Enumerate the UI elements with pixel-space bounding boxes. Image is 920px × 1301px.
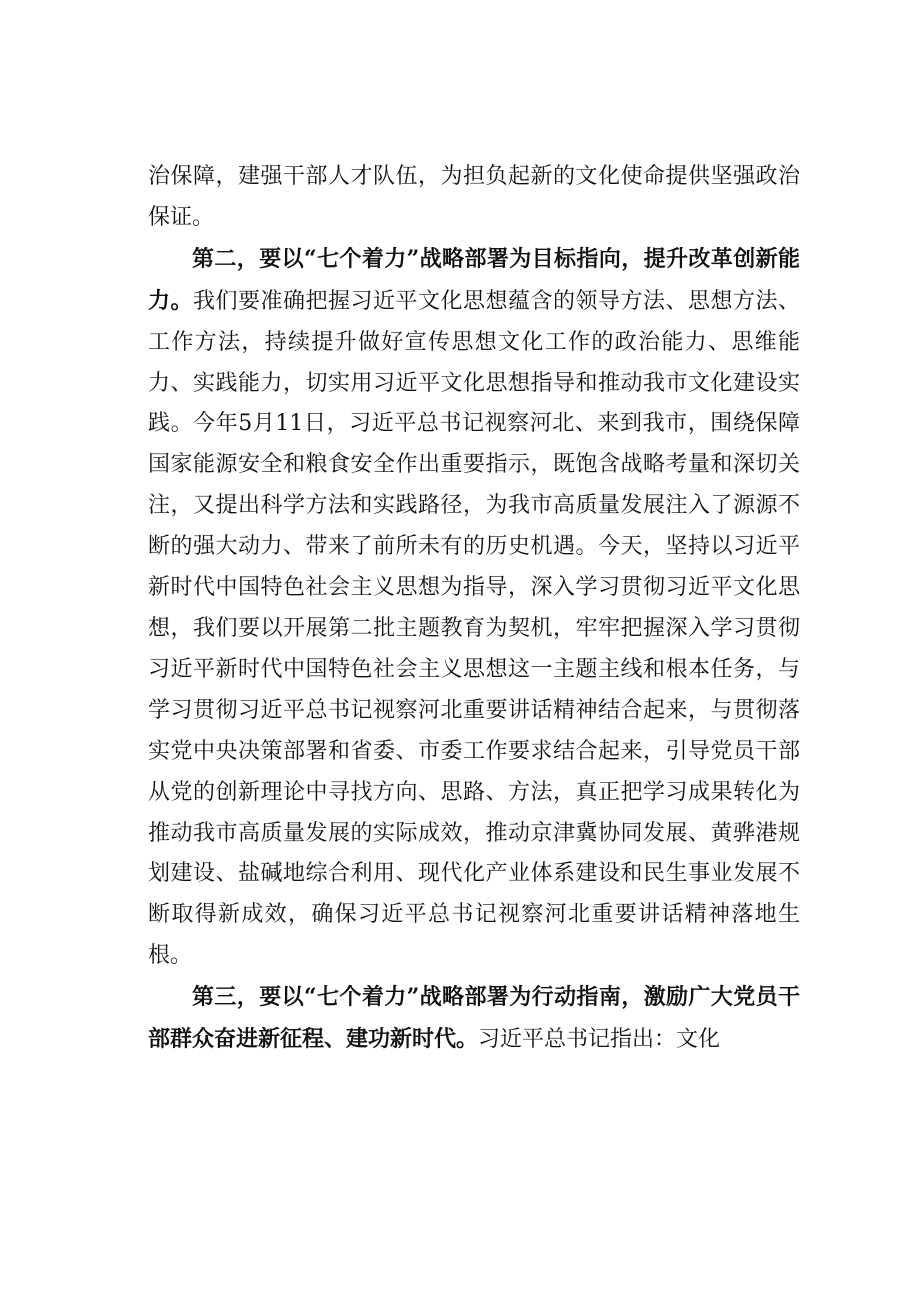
paragraph-third: [148, 977, 800, 1061]
document-body: [148, 157, 800, 1061]
paragraph-second: [148, 239, 800, 977]
paragraph-2-body: 我们要准确把握习近平文化思想蕴含的领导方法、思想方法、工作方法，持续提升做好宣传思想文化工作的政治能力、思维能力、实践能力，切实用习近平文化思想指导和推动我市文化建设实践。今年5月11日，习近平总书记视察河北、来到我市，围绕保障国家能源安全和粮食安全作出重要指示，既饱含战略考量和深切关注，又提出科学方法和实践路径，为我市高质量发展注入了源源不断的强大动力、带来了前所未有的历史机遇。今天，坚持以习近平新时代中国特色社会主义思想为指导，深入学习贯彻习近平文化思想，我们要以开展第二批主题教育为契机，牢牢把握深入学习贯彻习近平新时代中国特色社会主义思想这一主题主线和根本任务，与学习贯彻习近平总书记视察河北重要讲话精神结合起来，与贯彻落实党中央决策部署和省委、市委工作要求结合起来，引导党员干部从党的创新理论中寻找方向、思路、方法，真正把学习成果转化为推动我市高质量发展的实际成效，推动京津冀协同发展、黄骅港规划建设、盐碱地综合利用、现代化产业体系建设和民生事业发展不断取得新成效，确保习近平总书记视察河北重要讲话精神落地生根。: [148, 288, 800, 969]
paragraph-2-lead: 第二，要以“七个着力”战略部署为目标指向，提升改革创新能力。: [148, 245, 800, 314]
paragraph-3-body: 习近平总书记指出：文化: [478, 1027, 721, 1053]
paragraph-continuation: [148, 157, 800, 239]
paragraph-1-body: 治保障，建强干部人才队伍，为担负起新的文化使命提供坚强政治保证。: [148, 164, 800, 230]
paragraph-3-lead: 第三，要以“七个着力”战略部署为行动指南，激励广大党员干部群众奋进新征程、建功新时代。: [148, 984, 800, 1053]
